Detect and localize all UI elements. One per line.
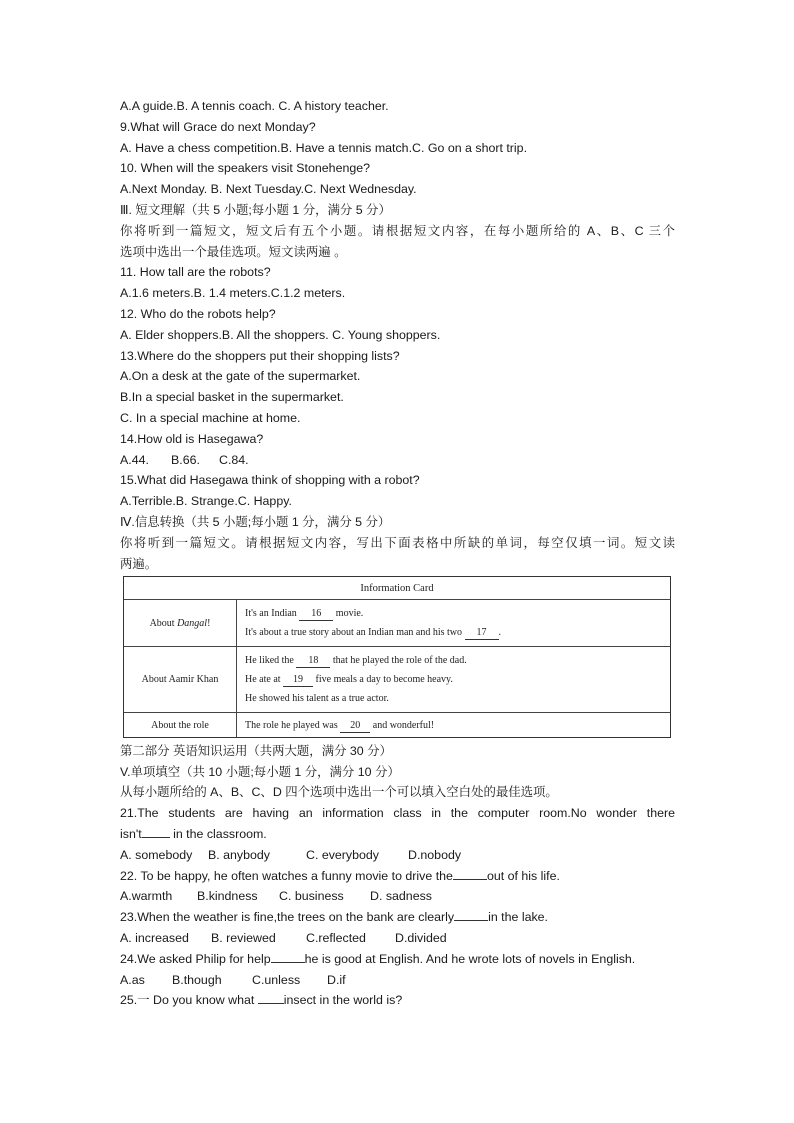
q22-question: 22. To be happy, he often watches a funny movie to drive the out of his life. (120, 868, 560, 883)
q23-options (120, 928, 675, 949)
q10-options: A.Next Monday. B. Next Tuesday.C. Next Wednesday. (120, 182, 417, 197)
q22-blank (453, 867, 487, 880)
card-row-about-role-content: The role he played was 20 and wonderful! (237, 713, 671, 737)
q23-option-a: A. increased (120, 931, 189, 945)
q14-options (120, 450, 675, 471)
q23-blank (454, 908, 488, 921)
q13-option-c: C. In a special machine at home. (120, 410, 301, 425)
blank-16: 16 (299, 608, 333, 621)
q22-options (120, 886, 675, 907)
q21-options (120, 845, 675, 866)
q13-option-b: B.In a special basket in the supermarket. (120, 390, 344, 405)
blank-20: 20 (340, 720, 370, 733)
q21-option-d: D.nobody (408, 847, 462, 862)
q21-question-line1: 21.The students are having an information class in the computer room.No wonder there (120, 806, 675, 821)
q11-options: A.1.6 meters.B. 1.4 meters.C.1.2 meters. (120, 286, 346, 301)
q13-option-a: A.On a desk at the gate of the supermarket. (120, 369, 361, 384)
card-row-about-aamir-khan-label: About Aamir Khan (124, 647, 237, 713)
q22-option-d: D. sadness (370, 889, 432, 904)
card-row-about-role-label: About the role (124, 713, 237, 737)
q25-blank (258, 991, 284, 1004)
q15-question: 15.What did Hasegawa think of shopping with a robot? (120, 473, 420, 488)
q15-options: A.Terrible.B. Strange.C. Happy. (120, 494, 292, 509)
q24-blank (271, 950, 305, 963)
section-3-instruction-line2: 选项中选出一个最佳选项。短文读两遍 。 (120, 244, 347, 259)
q21-question-line2: isn't in the classroom. (120, 827, 267, 842)
q9-question: 9.What will Grace do next Monday? (120, 119, 316, 134)
q12-question: 12. Who do the robots help? (120, 306, 276, 321)
q22-option-c: C. business (279, 889, 344, 904)
q11-question: 11. How tall are the robots? (120, 265, 271, 280)
blank-18: 18 (296, 655, 330, 668)
q8-options: A.A guide.B. A tennis coach. C. A history teacher. (120, 99, 389, 113)
q22-option-b: B.kindness (197, 889, 258, 904)
q10-question: 10. When will the speakers visit Stonehenge? (120, 161, 371, 176)
q24-option-a: A.as (120, 972, 145, 987)
q24-option-b: B.though (172, 972, 222, 987)
q23-question: 23.When the weather is fine,the trees on the bank are clearly in the lake. (120, 910, 548, 925)
section-3-instruction-line1: 你将听到一篇短文，短文后有五个小题。请根据短文内容，在每小题所给的 A、B、C 三个 (120, 223, 675, 238)
card-row-about-aamir-khan-content: He liked the 18 that he played the role of the dad. He ate at 19 five meals a day to become heavy. He showed his talent as a true actor. (237, 647, 671, 713)
q24-option-c: C.unless (252, 972, 301, 987)
q21-option-c: C. everybody (306, 847, 380, 862)
q12-options: A. Elder shoppers.B. All the shoppers. C. Young shoppers. (120, 327, 441, 342)
card-row-about-dangal-label: About Dangal! (124, 600, 237, 647)
q14-option-b: B.66. (171, 452, 200, 467)
blank-17: 17 (465, 627, 499, 640)
section-5-instruction: 从每小题所给的 A、B、C、D 四个选项中选出一个可以填入空白处的最佳选项。 (120, 785, 558, 800)
section-4-instruction-line2: 两遍。 (120, 556, 158, 571)
q22-option-a: A.warmth (120, 889, 173, 904)
q14-option-c: C.84. (219, 452, 249, 467)
information-card (123, 576, 671, 738)
section-4-instruction-line1: 你将听到一篇短文。请根据短文内容，写出下面表格中所缺的单词，每空仅填一词。短文读 (120, 535, 675, 550)
q23-option-d: D.divided (395, 931, 447, 945)
part-2-heading: 第二部分 英语知识运用（共两大题，满分 30 分） (120, 743, 392, 758)
section-5-heading: V.单项填空（共 10 小题;每小题 1 分，满分 10 分） (120, 764, 400, 779)
q14-option-a: A.44. (120, 452, 149, 467)
q21-option-b: B. anybody (208, 847, 270, 862)
q23-option-c: C.reflected (306, 931, 366, 945)
q21-blank (142, 825, 170, 838)
q24-option-d: D.if (327, 972, 346, 987)
q14-question: 14.How old is Hasegawa? (120, 431, 264, 446)
q23-option-b: B. reviewed (211, 931, 276, 945)
q24-question: 24.We asked Philip for help he is good at English. And he wrote lots of novels in English. (120, 951, 636, 966)
section-3-heading: Ⅲ. 短文理解（共 5 小题;每小题 1 分，满分 5 分） (120, 202, 391, 217)
card-row-about-dangal-content: It's an Indian 16 movie. It's about a true story about an Indian man and his two 17 . (237, 600, 671, 647)
section-4-heading: Ⅳ.信息转换（共 5 小题;每小题 1 分，满分 5 分） (120, 514, 391, 529)
q24-options (120, 970, 675, 991)
exam-page (120, 96, 675, 1011)
q13-question: 13.Where do the shoppers put their shopping lists? (120, 348, 400, 363)
q9-options: A. Have a chess competition.B. Have a tennis match.C. Go on a short trip. (120, 140, 528, 155)
card-title: Information Card (360, 582, 434, 594)
blank-19: 19 (283, 674, 313, 687)
q25-question: 25.一 Do you know what insect in the world is? (120, 993, 403, 1008)
q21-option-a: A. somebody (120, 847, 193, 862)
